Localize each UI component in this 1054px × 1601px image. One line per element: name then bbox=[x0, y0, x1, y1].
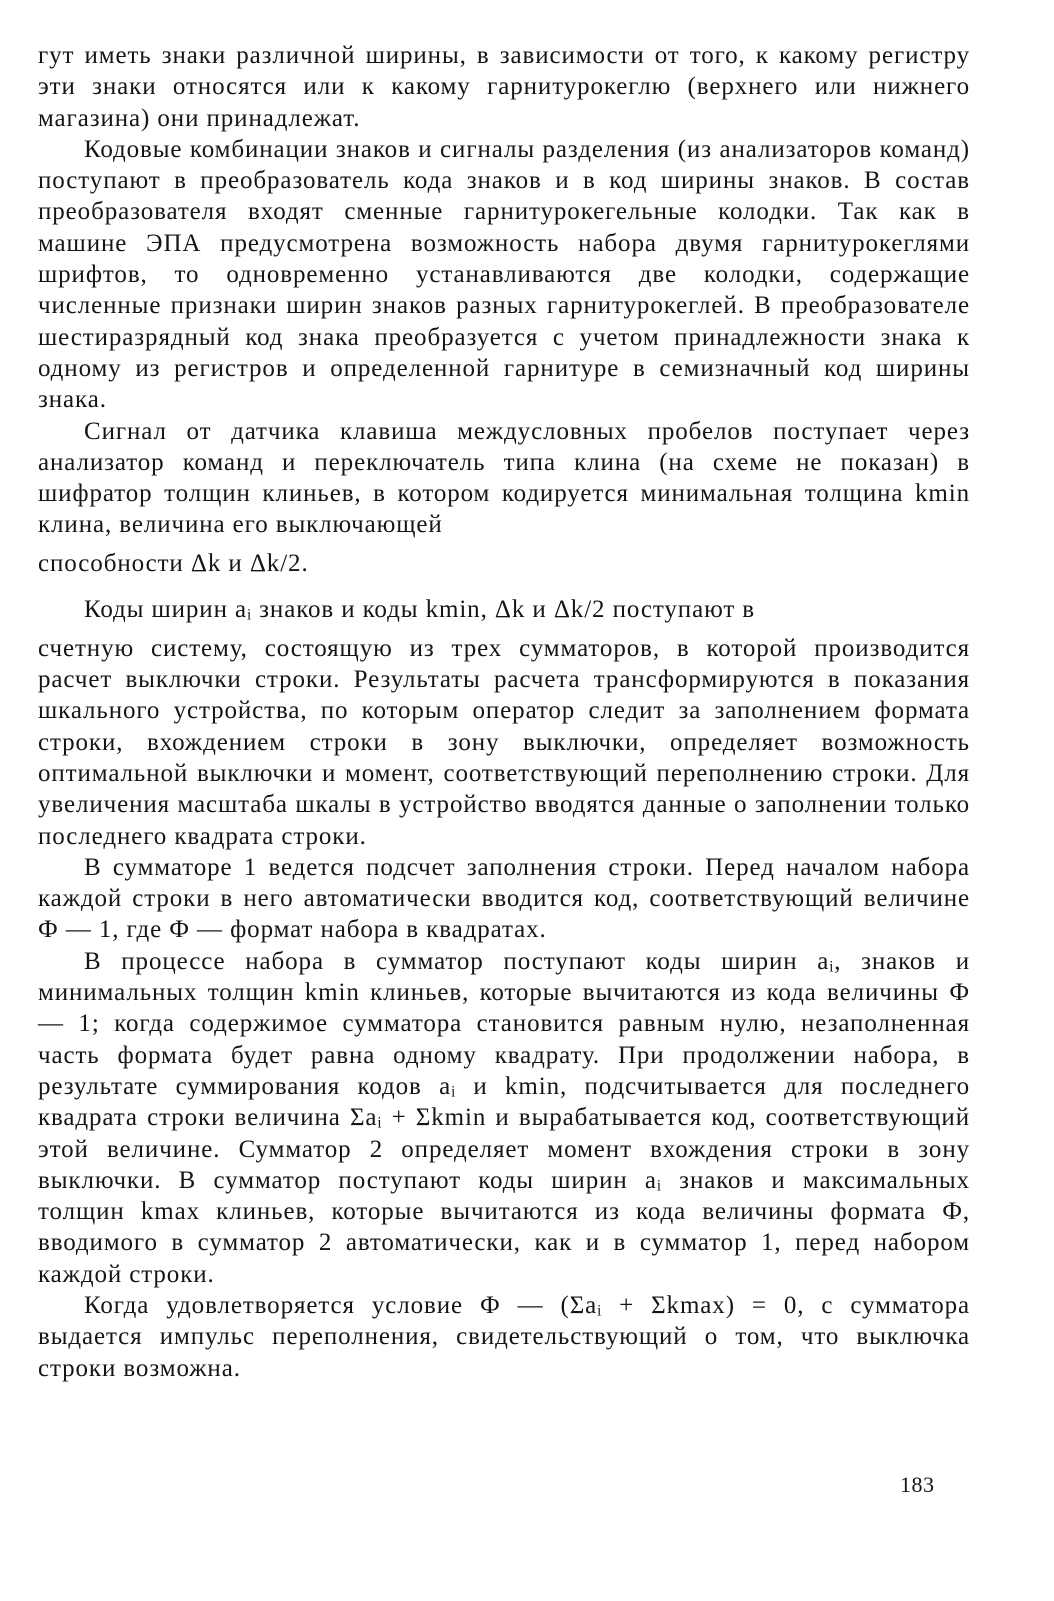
paragraph-3: Сигнал от датчика клавиша междусловных пробелов поступает через анализатор команд и переключатель типа клина (на схеме не показан) в шифратор толщин клиньев, в котором кодируется минимальная толщина kmin клина, величина его выключающей bbox=[38, 417, 970, 539]
paragraph-6: В процессе набора в сумматор поступают коды ширин aᵢ, знаков и минимальных толщин kmin клиньев, которые вычитаются из кода величины Ф — 1; когда содержимое сумматора становится равным нулю, незаполненная часть формата будет равна одному квадрату. При продолжении набора, в результате суммирования кодов aᵢ и kmin, подсчитывается для последнего квадрата строки величина Σaᵢ + Σkmin и вырабатывается код, соответствующий этой величине. Сумматор 2 определяет момент вхождения строки в зону выключки. В сумматор поступают коды ширин aᵢ знаков и максимальных толщин kmax клиньев, которые вычитаются из кода величины формата Ф, вводимого в сумматор 2 автоматически, как и в сумматор 1, перед набором каждой строки. bbox=[38, 947, 970, 1288]
page-number: 183 bbox=[900, 1472, 935, 1497]
paragraph-3-continuation: способности Δk и Δk/2. bbox=[38, 549, 309, 577]
paragraph-2: Кодовые комбинации знаков и сигналы разделения (из анализаторов команд) поступают в преобразователь кода знаков и в код ширины знаков. В состав преобразователя входят сменные гарнитурокегельные колодки. Так как в машине ЭПА предусмотрена возможность набора двумя гарнитурокеглями шрифтов, то одновременно устанавливаются две колодки, содержащие численные признаки ширин знаков разных гарнитурокеглей. В преобразователе шестиразрядный код знака преобразуется с учетом принадлежности знака к одному из регистров и определенной гарнитуре в семизначный код ширины знака. bbox=[38, 135, 970, 414]
paragraph-4-start: Коды ширин aᵢ знаков и коды kmin, Δk и Δk/2 поступают в bbox=[84, 595, 755, 623]
paragraph-4: счетную систему, состоящую из трех сумматоров, в которой производится расчет выключки строки. Результаты расчета трансформируются в показания шкального устройства, по которым оператор следит за заполнением формата строки, вхождением строки в зону выключки, определяет возможность оптимальной выключки и момент, соответствующий переполнению строки. Для увеличения масштаба шкалы в устройство вводятся данные о заполнении только последнего квадрата строки. bbox=[38, 634, 970, 850]
paragraph-1: гут иметь знаки различной ширины, в зависимости от того, к какому регистру эти знаки относятся или к какому гарнитурокеглю (верхнего или нижнего магазина) они принадлежат. bbox=[38, 42, 970, 132]
paragraph-5: В сумматоре 1 ведется подсчет заполнения строки. Перед началом набора каждой строки в него автоматически вводится код, соответствующий величине Ф — 1, где Ф — формат набора в квадратах. bbox=[38, 853, 970, 944]
paragraph-7: Когда удовлетворяется условие Ф — (Σaᵢ + Σkmax) = 0, с сумматора выдается импульс переполнения, свидетельствующий о том, что выключка строки возможна. bbox=[38, 1291, 970, 1382]
